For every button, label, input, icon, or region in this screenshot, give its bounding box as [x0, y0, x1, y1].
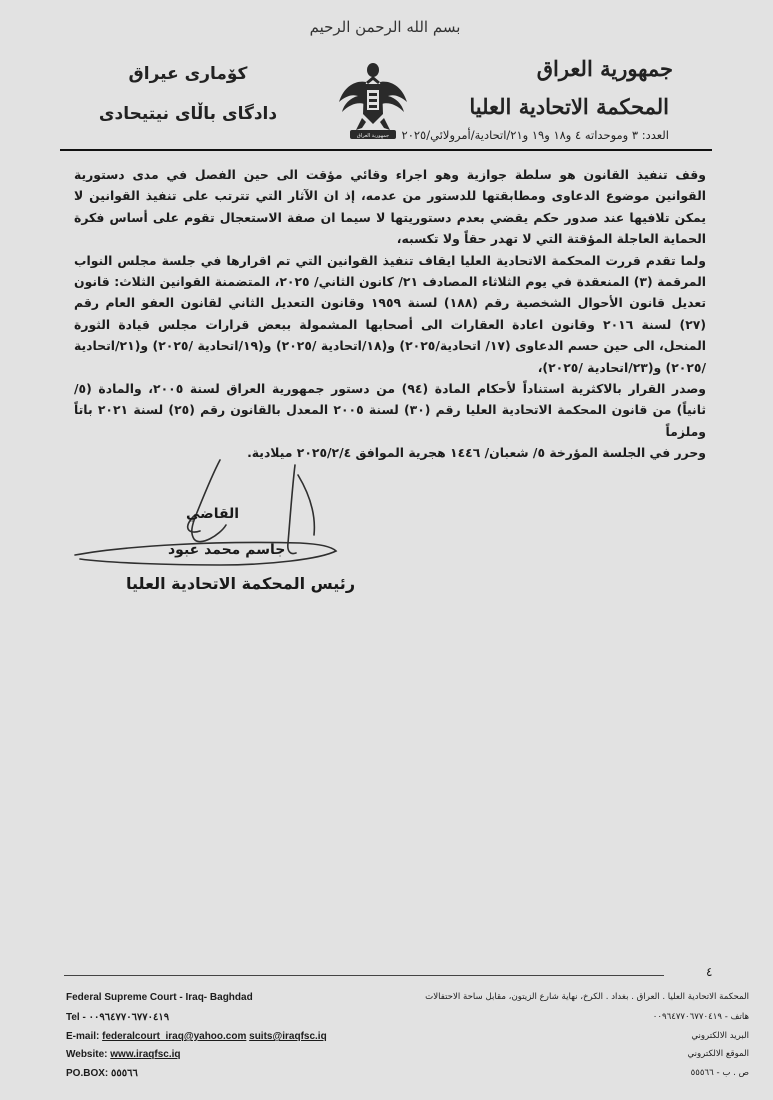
footer-phone-ar: هاتف - ٠٠٩٦٤٧٧٠٦٧٧٠٤١٩: [652, 1012, 749, 1022]
signature-position: رئيس المحكمة الاتحادية العليا: [126, 574, 356, 593]
footer-tel-en: Tel - ٠٠٩٦٤٧٧٠٦٧٧٠٤١٩: [66, 1012, 170, 1023]
footer-address-ar: المحكمة الاتحادية العليا . العراق . بغداد . الكرخ، نهاية شارع الزيتون، مقابل ساحة الاحتفالات: [425, 992, 749, 1002]
footer-email-ar: البريد الالكتروني: [691, 1031, 749, 1041]
emblem-caption: جمهورية العراق: [356, 133, 390, 139]
signature-title: القاضي: [186, 506, 240, 522]
decision-body: [74, 164, 706, 464]
email-link-1[interactable]: federalcourt_iraq@yahoo.com: [102, 1031, 247, 1042]
website-link[interactable]: www.iraqfsc.iq: [110, 1049, 181, 1060]
footer-pobox-ar: ص . ب - ٥٥٥٦٦: [690, 1068, 749, 1078]
paragraph: ولما تقدم قررت المحكمة الاتحادية العليا ايقاف تنفيذ القوانين التي تم اقرارها في جلسة مجلس النواب المرقمة (٣) المنعقدة في يوم الثلاثاء المصادف ٢١/ كانون الثاني/ ٢٠٢٥، المتضمنة القوانين الثلاث: قانون تعديل قانون الأحوال الشخصية رقم (١٨٨) لسنة ١٩٥٩ وقانون التعديل الثاني لقانون العفو العام رقم (٢٧) لسنة ٢٠١٦ وقانون اعادة العقارات الى أصحابها المشمولة ببعض قرارات مجلس قيادة الثورة المنحل، الى حين حسم الدعاوى (١٧/ اتحادية/٢٠٢٥) و(١٨/اتحادية /٢٠٢٥) و(١٩/اتحادية /٢٠٢٥) و(٢١/اتحادية /٢٠٢٥) و(٢٣/اتحادية /٢٠٢٥)،: [74, 252, 707, 375]
header-country-ku: كۆمارى عيراق: [128, 64, 248, 84]
footer-website-ar: الموقع الالكتروني: [687, 1049, 749, 1059]
footer-court-en: Federal Supreme Court - Iraq- Baghdad: [66, 992, 253, 1003]
paragraph: وحرر في الجلسة المؤرخة ٥/ شعبان/ ١٤٤٦ هجرية الموافق ٢٠٢٥/٢/٤ ميلادية.: [247, 445, 706, 461]
footer-pobox-en: PO.BOX: ٥٥٥٦٦: [66, 1068, 138, 1079]
bismillah-heading: بسم الله الرحمن الرحيم: [309, 18, 461, 36]
iraq-eagle-emblem: [336, 58, 410, 142]
paragraph: وصدر القرار بالاكثرية استناداً لأحكام المادة (٩٤) من دستور جمهورية العراق لسنة ٢٠٠٥، والمادة (٥/ ثانياً) من قانون المحكمة الاتحادية العليا رقم (٣٠) لسنة ٢٠٠٥ المعدل بالقانون رقم (٢٥) لسنة ٢٠٢١ باتاً وملزماً: [74, 381, 707, 439]
email-link-2[interactable]: suits@iraqfsc.iq: [249, 1031, 327, 1042]
header-court-ku: دادگاى باڵاى نيتيحادى: [98, 104, 278, 124]
header-divider: [60, 149, 712, 151]
signature-name: جاسم محمد عبود: [168, 542, 286, 558]
header-country-ar: جمهورية العراق: [536, 56, 673, 81]
email-label: E-mail:: [66, 1031, 100, 1042]
website-label: Website:: [66, 1049, 108, 1060]
page-number: ٤: [706, 965, 713, 979]
footer-divider: [64, 975, 664, 976]
footer-email-en: [66, 1031, 327, 1042]
paragraph: وقف تنفيذ القانون هو سلطة جوازية وهو اجراء وقائي مؤقت الى حين الفصل في مدى دستورية القوانين موضوع الدعاوى ومطابقتها للدستور من عدمه، إذ ان الآثار التي تترتب على تنفيذ القوانين لا يمكن تلافيها عند صدور حكم يقضي بعدم دستوريتها لا سيما ان صفة الاستعجال تقوم على أساس فكرة الحماية العاجلة المؤقتة التي لا تهدر حقاً ولا تكسبه،: [74, 167, 706, 247]
reference-number: العدد: ٣ وموحداته ٤ و١٨ و١٩ و٢١/اتحادية/أمرولائي/٢٠٢٥: [401, 128, 669, 142]
footer-website-en: [66, 1049, 180, 1060]
header-court-ar: المحكمة الاتحادية العليا: [469, 94, 669, 119]
